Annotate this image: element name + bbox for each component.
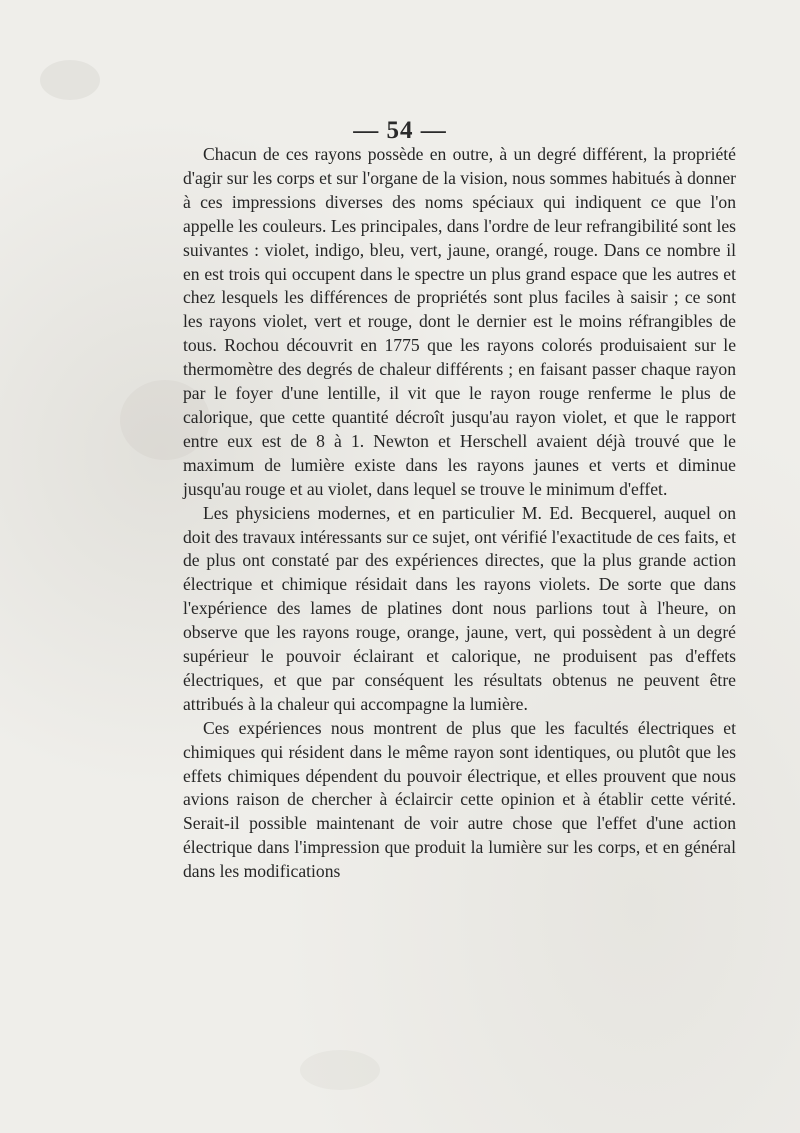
page-number: — 54 — (353, 117, 447, 144)
paper-stain (300, 1050, 380, 1090)
paper-stain (40, 60, 100, 100)
body-text (183, 143, 736, 884)
paragraph: Ces expériences nous montrent de plus que les facultés électriques et chimiques qui résident dans le même rayon sont identiques, ou plutôt que les effets chimiques dépendent du pouvoir électrique, et elles prouvent que nous avions raison de chercher à éclaircir cette opinion et à établir cette vérité. Serait-il possible maintenant de voir autre chose que l'effet d'une action électrique dans l'impression que produit la lumière sur les corps, et en général dans les modifications (183, 717, 736, 882)
paragraph: Les physiciens modernes, et en particulier M. Ed. Becquerel, auquel on doit des travaux intéressants sur ce sujet, ont vérifié l'exactitude de ces faits, et de plus ont constaté par des expériences directes, que la plus grande action électrique et chimique résidait dans les rayons violets. De sorte que dans l'expérience des lames de platines dont nous parlions tout à l'heure, on observe que les rayons rouge, orange, jaune, vert, qui possèdent à un degré supérieur le pouvoir éclairant et calorique, ne produisent pas d'effets électriques, et que par conséquent les résultats obtenus ne peuvent être attribués à la chaleur qui accompagne la lumière. (183, 502, 736, 714)
paragraph: Chacun de ces rayons possède en outre, à un degré différent, la propriété d'agir sur les corps et sur l'organe de la vision, nous sommes habitués à donner à ces impressions diverses des noms spéciaux qui indiquent ce que l'on appelle les couleurs. Les principales, dans l'ordre de leur refrangibilité sont les suivantes : violet, indigo, bleu, vert, jaune, orangé, rouge. Dans ce nombre il en est trois qui occupent dans le spectre un plus grand espace que les autres et chez lesquels les différences de propriétés sont plus faciles à saisir ; ce sont les rayons violet, vert et rouge, dont le dernier est le moins réfrangibles de tous. Rochou découvrit en 1775 que les rayons colorés produisaient sur le thermomètre des degrés de chaleur différents ; en faisant passer chaque rayon par le foyer d'une lentille, il vit que le rayon rouge renferme le plus de calorique, que cette quantité décroît jusqu'au rayon violet, et que le rapport entre eux est de 8 à 1. Newton et Herschell avaient déjà trouvé que le maximum de lumière existe dans les rayons jaunes et verts et diminue jusqu'au rouge et au violet, dans lequel se trouve le minimum d'effet. (183, 144, 736, 499)
